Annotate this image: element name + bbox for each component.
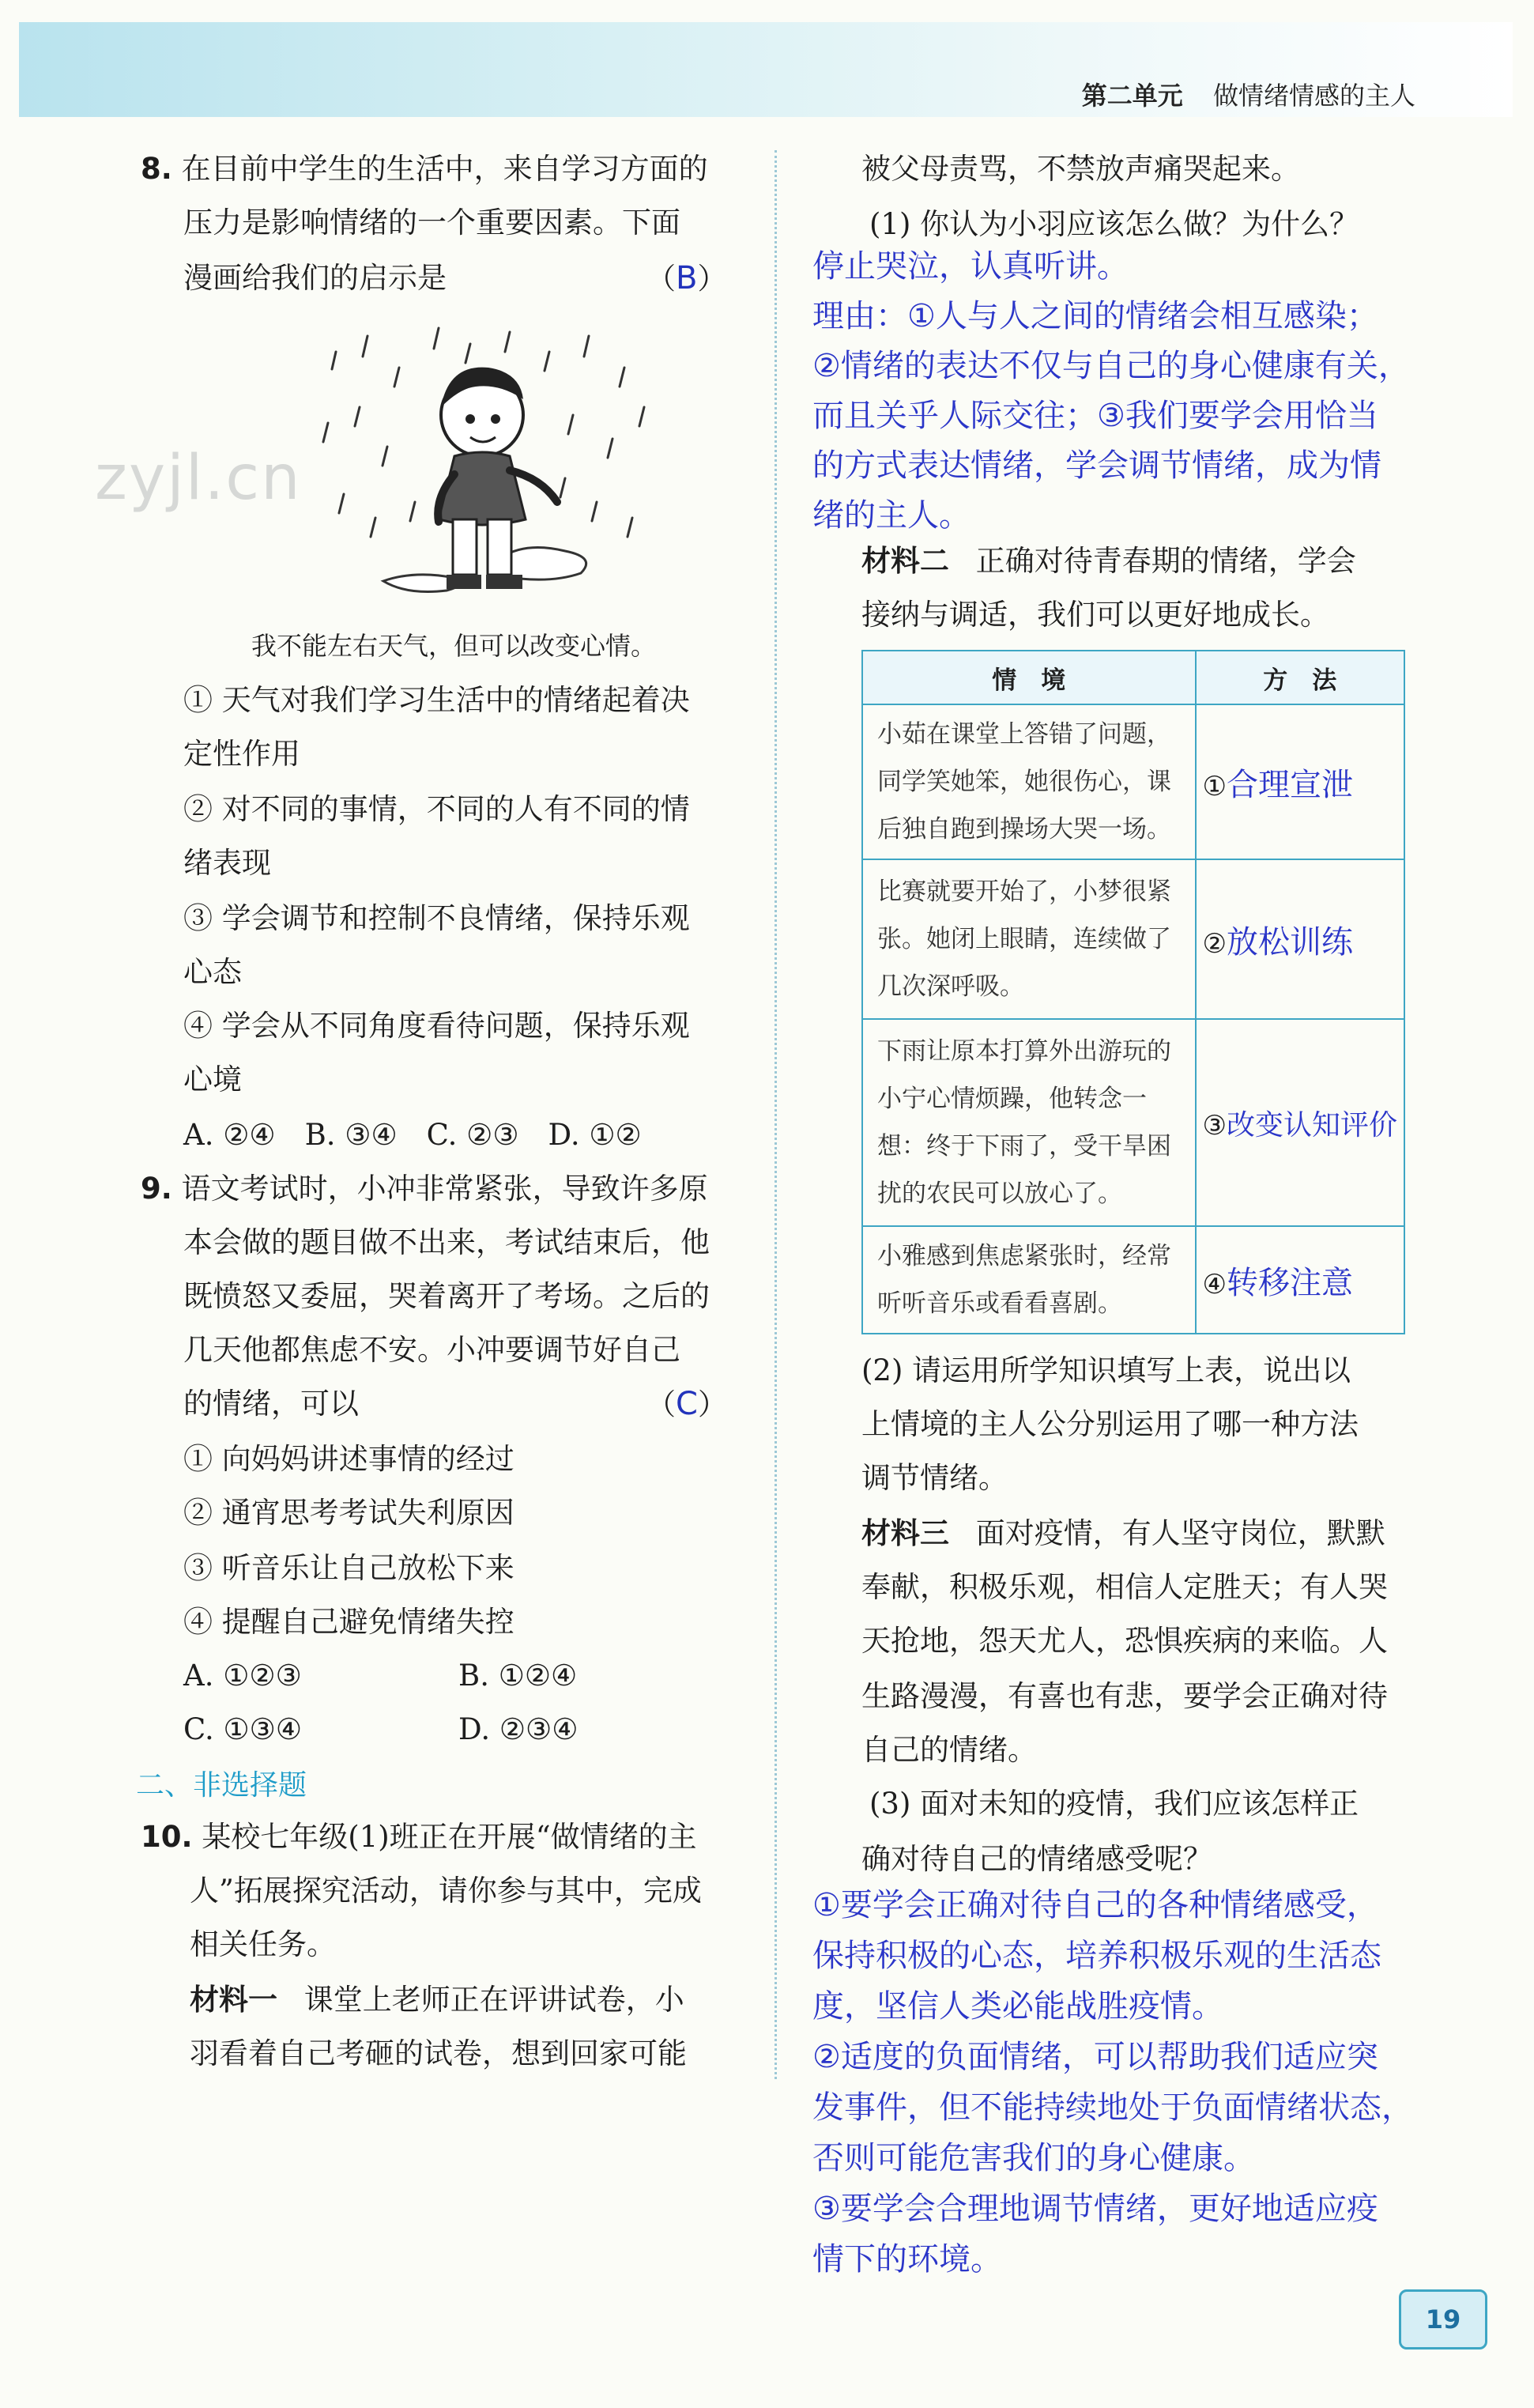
unit-label: 第二单元 <box>1081 81 1183 111</box>
table-row <box>862 1019 1404 1226</box>
table-method-4: ④转移注意 <box>1196 1226 1405 1334</box>
table-method-1: ①合理宣泄 <box>1196 704 1405 859</box>
material-3-line-1: 材料三 面对疫情，有人坚守岗位，默默 <box>861 1516 1385 1550</box>
q10-sub1-answer-3: ②情绪的表达不仅与自己的身心健康有关， <box>812 348 1410 384</box>
q8-option-4: ④ 学会从不同角度看待问题，保持乐观 <box>183 1009 690 1043</box>
q10-sub1-answer-6: 绪的主人。 <box>812 497 971 534</box>
q10-sub3-answer-2: 保持积极的心态，培养积极乐观的生活态 <box>812 1938 1381 1974</box>
table-row <box>862 859 1404 1019</box>
q10-line-1: 10. 某校七年级(1)班正在开展“做情绪的主 <box>141 1820 697 1854</box>
material-2-line-1: 材料二 正确对待青春期的情绪，学会 <box>861 544 1356 578</box>
q9-option-2: ② 通宵思考考试失利原因 <box>183 1496 514 1530</box>
q8-line-3: 漫画给我们的启示是 <box>183 261 447 295</box>
material-3-line-4: 生路漫漫，有喜也有悲，要学会正确对待 <box>861 1679 1388 1713</box>
q8-option-2: ② 对不同的事情，不同的人有不同的情 <box>183 792 690 826</box>
q9-choice-b: B. ①②④ <box>458 1659 578 1693</box>
q10-sub3-line-2: 确对待自己的情绪感受呢？ <box>861 1842 1212 1876</box>
q8-answer: B <box>676 260 698 296</box>
q8-option-1-cont: 定性作用 <box>183 737 300 771</box>
q8-option-2-cont: 绪表现 <box>183 846 271 880</box>
q10-sub3-answer-7: ③要学会合理地调节情绪，更好地适应疫 <box>812 2191 1378 2227</box>
q10-sub3-answer-5: 发事件，但不能持续地处于负面情绪状态， <box>812 2089 1413 2126</box>
q8-option-3-cont: 心态 <box>183 955 242 989</box>
q10-sub2-line-2: 上情境的主人公分别运用了哪一种方法 <box>861 1407 1359 1441</box>
q8-line-2: 压力是影响情绪的一个重要因素。下面 <box>183 206 680 240</box>
table-method-2: ②放松训练 <box>1196 859 1405 1019</box>
q9-line-3: 既愤怒又委屈，哭着离开了考场。之后的 <box>183 1279 710 1313</box>
material-1-line-2: 羽看着自己考砸的试卷，想到回家可能 <box>190 2036 687 2070</box>
table-method-3: ③改变认知评价 <box>1196 1019 1405 1226</box>
q9-choice-c: C. ①③④ <box>183 1712 303 1746</box>
emotion-regulation-table <box>861 650 1405 1334</box>
unit-title: 做情绪情感的主人 <box>1212 81 1415 111</box>
q9-line-2: 本会做的题目做不出来，考试结束后，他 <box>183 1225 710 1259</box>
table-situation-3: 下雨让原本打算外出游玩的小宁心情烦躁，他转念一想：终于下雨了，受干旱困扰的农民可以放心了。 <box>862 1019 1196 1226</box>
q10-sub3-answer-3: 度，坚信人类必能战胜疫情。 <box>812 1988 1223 2025</box>
table-row <box>862 704 1404 859</box>
q9-option-1: ① 向妈妈讲述事情的经过 <box>183 1442 514 1476</box>
material-1-line-1: 材料一 课堂上老师正在评讲试卷，小 <box>190 1983 684 2017</box>
q10-sub3-answer-8: 情下的环境。 <box>812 2241 1002 2278</box>
material-3-line-3: 天抢地，怨天尤人，恐惧疾病的来临。人 <box>861 1624 1388 1658</box>
table-situation-4: 小雅感到焦虑紧张时，经常听听音乐或看看喜剧。 <box>862 1226 1196 1334</box>
watermark: zyjl.cn <box>95 443 302 514</box>
q8-option-4-cont: 心境 <box>183 1062 242 1096</box>
q9-answer-bracket: （C） <box>646 1386 727 1422</box>
material-3-label: 材料三 <box>861 1516 949 1550</box>
q10-sub2-line-3: 调节情绪。 <box>861 1461 1008 1495</box>
q10-sub1-question: (1) 你认为小羽应该怎么做？为什么？ <box>869 207 1359 241</box>
table-header-row <box>862 651 1404 704</box>
q8-number: 8. <box>141 152 172 186</box>
q9-option-3: ③ 听音乐让自己放松下来 <box>183 1551 514 1585</box>
section-heading: 二、非选择题 <box>136 1769 307 1802</box>
q10-line-2: 人”拓展探究活动，请你参与其中，完成 <box>190 1874 702 1908</box>
material-3-line-5: 自己的情绪。 <box>861 1733 1037 1767</box>
q8-answer-bracket: （B） <box>646 260 727 296</box>
material-2-label: 材料二 <box>861 544 949 578</box>
q10-sub1-answer-1: 停止哭泣，认真听讲。 <box>812 248 1129 285</box>
q10-number: 10. <box>141 1820 193 1854</box>
table-situation-2: 比赛就要开始了，小梦很紧张。她闭上眼睛，连续做了几次深呼吸。 <box>862 859 1196 1019</box>
q9-line-1: 9. 语文考试时，小冲非常紧张，导致许多原 <box>141 1172 708 1206</box>
material-1-label: 材料一 <box>190 1983 277 2017</box>
q10-sub3-answer-1: ①要学会正确对待自己的各种情绪感受， <box>812 1887 1378 1923</box>
q10-sub3-answer-6: 否则可能危害我们的身心健康。 <box>812 2140 1255 2176</box>
q8-option-1: ① 天气对我们学习生活中的情绪起着决 <box>183 683 690 717</box>
table-col-situation: 情 境 <box>862 651 1196 704</box>
page-number: 19 <box>1399 2289 1487 2349</box>
q9-line-5: 的情绪，可以 <box>183 1387 359 1421</box>
q10-sub1-answer-4: 而且关乎人际交往；③我们要学会用恰当 <box>812 398 1378 434</box>
material-3-line-2: 奉献，积极乐观，相信人定胜天；有人哭 <box>861 1570 1388 1604</box>
q10-sub1-answer-5: 的方式表达情绪，学会调节情绪，成为情 <box>812 447 1381 484</box>
table-row <box>862 1226 1404 1334</box>
q10-line-3: 相关任务。 <box>190 1927 336 1961</box>
q10-sub3-line-1: (3) 面对未知的疫情，我们应该怎样正 <box>869 1787 1359 1821</box>
q8-choices: A. ②④ B. ③④ C. ②③ D. ①② <box>183 1118 642 1152</box>
q9-number: 9. <box>141 1172 172 1206</box>
q10-sub1-answer-2: 理由：①人与人之间的情绪会相互感染； <box>812 298 1378 334</box>
cartoon-boy-in-rain-illustration <box>312 320 660 609</box>
q9-line-4: 几天他都焦虑不安。小冲要调节好自己 <box>183 1333 680 1367</box>
column-divider <box>775 150 777 2079</box>
q9-option-4: ④ 提醒自己避免情绪失控 <box>183 1605 514 1639</box>
cartoon-caption: 我不能左右天气，但可以改变心情。 <box>251 631 657 661</box>
q8-line-1: 8. 在目前中学生的生活中，来自学习方面的 <box>141 152 708 186</box>
q9-choice-d: D. ②③④ <box>458 1712 579 1746</box>
q10-sub2-line-1: (2) 请运用所学知识填写上表，说出以 <box>861 1353 1351 1387</box>
material-1-line-3: 被父母责骂，不禁放声痛哭起来。 <box>861 152 1300 186</box>
q8-option-3: ③ 学会调节和控制不良情绪，保持乐观 <box>183 901 690 935</box>
running-header <box>1082 76 1415 112</box>
q9-choice-a: A. ①②③ <box>183 1659 302 1693</box>
table-situation-1: 小茹在课堂上答错了问题，同学笑她笨，她很伤心，课后独自跑到操场大哭一场。 <box>862 704 1196 859</box>
table-col-method: 方 法 <box>1196 651 1405 704</box>
material-2-line-2: 接纳与调适，我们可以更好地成长。 <box>861 598 1329 632</box>
q10-sub3-answer-4: ②适度的负面情绪，可以帮助我们适应突 <box>812 2039 1378 2075</box>
q9-answer: C <box>676 1386 698 1422</box>
